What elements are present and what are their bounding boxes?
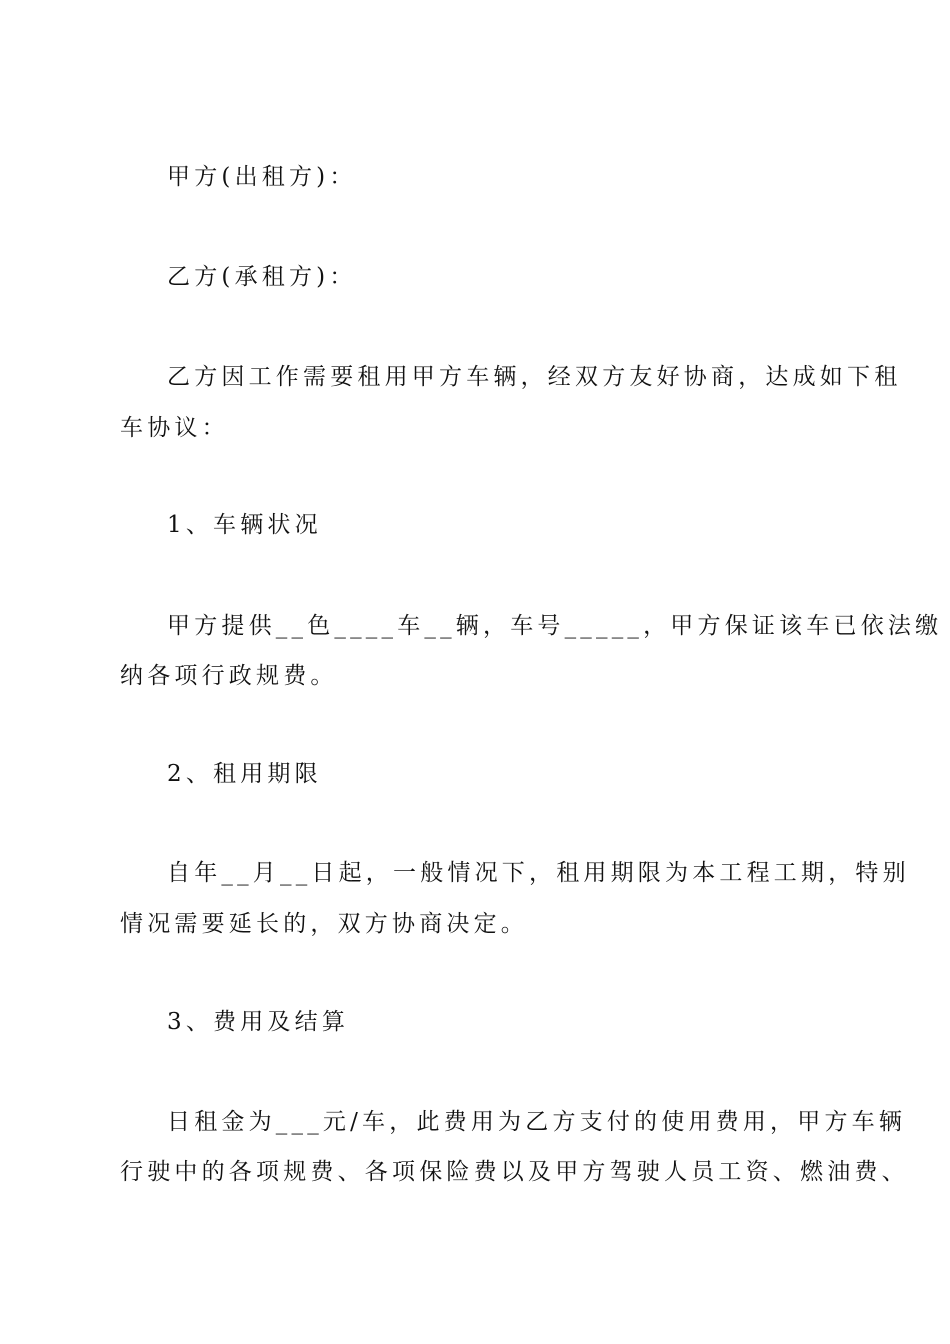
section-3-paragraph-line-2: 行驶中的各项规费、各项保险费以及甲方驾驶人员工资、燃油费、 [120, 1159, 909, 1185]
section-3-paragraph-line-1: 日租金为___元/车，此费用为乙方支付的使用费用，甲方车辆 [167, 1109, 907, 1135]
section-1-heading: 1、车辆状况 [167, 512, 322, 538]
intro-paragraph-line-2: 车协议： [120, 415, 229, 441]
section-2-paragraph-line-2: 情况需要延长的，双方协商决定。 [120, 911, 528, 937]
party-a-label: 甲方(出租方)： [167, 164, 357, 190]
section-3-heading: 3、费用及结算 [167, 1009, 350, 1035]
section-2-paragraph-line-1: 自年__月__日起，一般情况下，租用期限为本工程工期，特别 [167, 860, 910, 886]
section-1-paragraph-line-1: 甲方提供__色____车__辆，车号_____，甲方保证该车已依法缴 [167, 613, 943, 639]
party-b-label: 乙方(承租方)： [167, 264, 357, 290]
intro-paragraph-line-1: 乙方因工作需要租用甲方车辆，经双方友好协商，达成如下租 [167, 364, 902, 390]
section-2-heading: 2、租用期限 [167, 761, 322, 787]
section-1-paragraph-line-2: 纳各项行政规费。 [120, 663, 338, 689]
